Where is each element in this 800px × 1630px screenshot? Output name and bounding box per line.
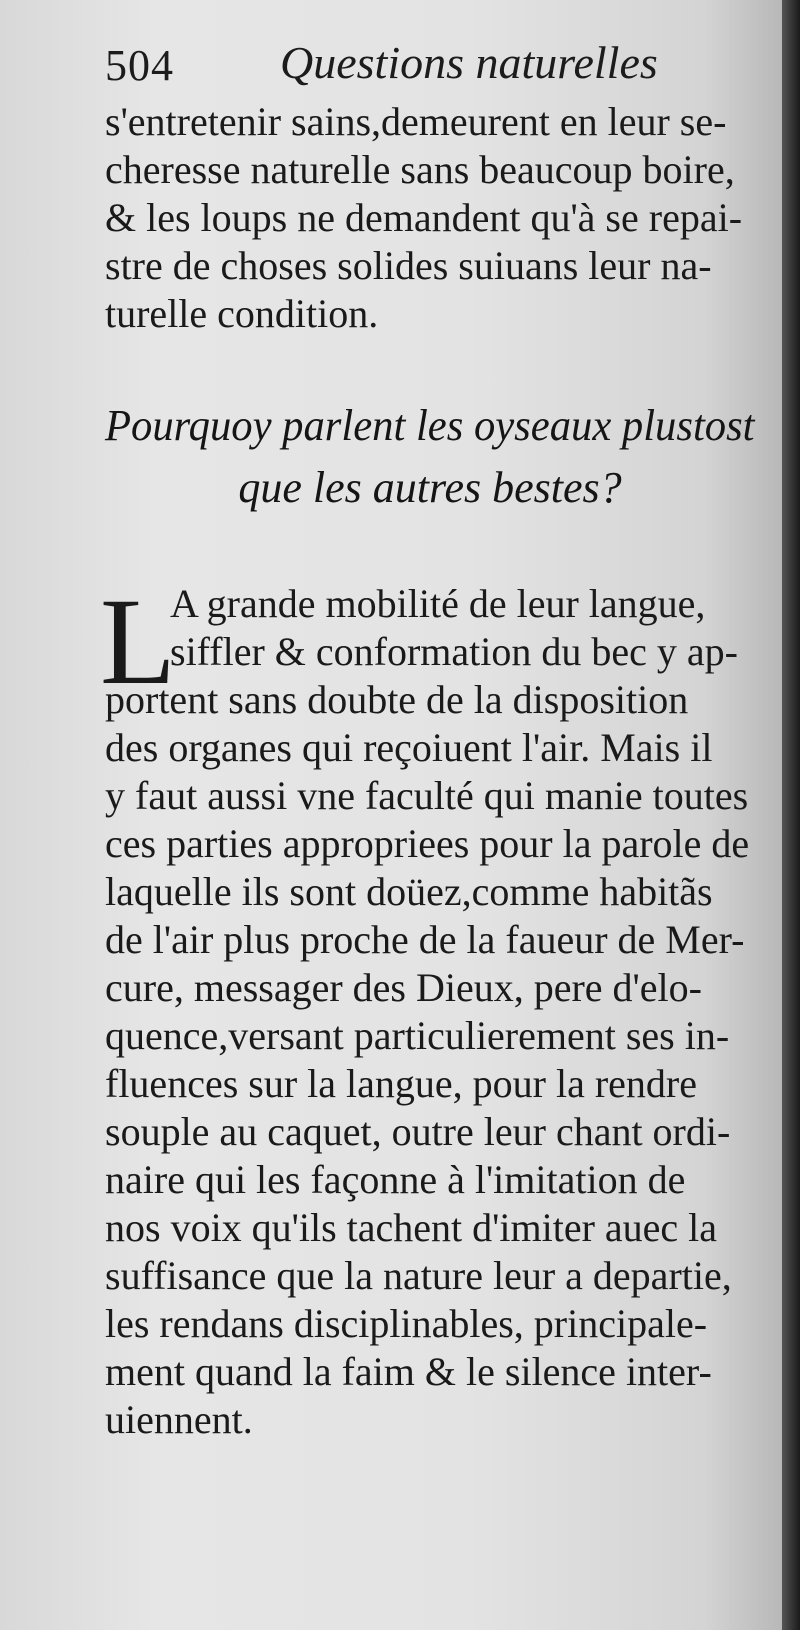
drop-cap: L xyxy=(100,573,176,710)
chapter-heading-line-2: que les autres bestes? xyxy=(238,463,622,512)
text-line: ment quand la faim & le silence inter- xyxy=(105,1349,712,1394)
text-line: laquelle ils sont doüez,comme habitãs xyxy=(105,869,713,914)
text-line: des organes qui reçoiuent l'air. Mais il xyxy=(105,725,713,770)
text-line: nos voix qu'ils tachent d'imiter auec la xyxy=(105,1205,718,1250)
running-title: Questions naturelles xyxy=(280,37,658,88)
text-line: de l'air plus proche de la faueur de Mer- xyxy=(105,917,745,962)
text-line: les rendans disciplinables, principale- xyxy=(105,1301,708,1346)
text-line: portent sans doubte de la disposition xyxy=(105,677,689,722)
text-line: souple au caquet, outre leur chant ordi- xyxy=(105,1109,731,1154)
text-line: & les loups ne demandent qu'à se repai- xyxy=(105,195,743,240)
text-line: turelle condition. xyxy=(105,291,379,336)
text-line: siffler & conformation du bec y ap- xyxy=(170,629,738,674)
text-line: s'entretenir sains,demeurent en leur se- xyxy=(105,99,727,144)
text-line: cure, messager des Dieux, pere d'elo- xyxy=(105,965,702,1010)
page-number: 504 xyxy=(105,41,174,90)
text-line: naire qui les façonne à l'imitation de xyxy=(105,1157,686,1202)
chapter-heading-line-1: Pourquoy parlent les oyseaux plustost xyxy=(105,401,755,450)
text-line: quence,versant particulierement ses in- xyxy=(105,1013,730,1058)
text-line: fluences sur la langue, pour la rendre xyxy=(105,1061,697,1106)
text-line: cheresse naturelle sans beaucoup boire, xyxy=(105,147,735,192)
text-line: A grande mobilité de leur langue, xyxy=(170,581,706,626)
running-head xyxy=(105,30,755,100)
text-line: ces parties appropriees pour la parole de xyxy=(105,821,750,866)
text-line: y faut aussi vne faculté qui manie toutes xyxy=(105,773,749,818)
page-edge-shadow xyxy=(782,0,800,1630)
text-line: suffisance que la nature leur a departie, xyxy=(105,1253,732,1298)
text-line: uiennent. xyxy=(105,1397,253,1442)
text-line: stre de choses solides suiuans leur na- xyxy=(105,243,712,288)
